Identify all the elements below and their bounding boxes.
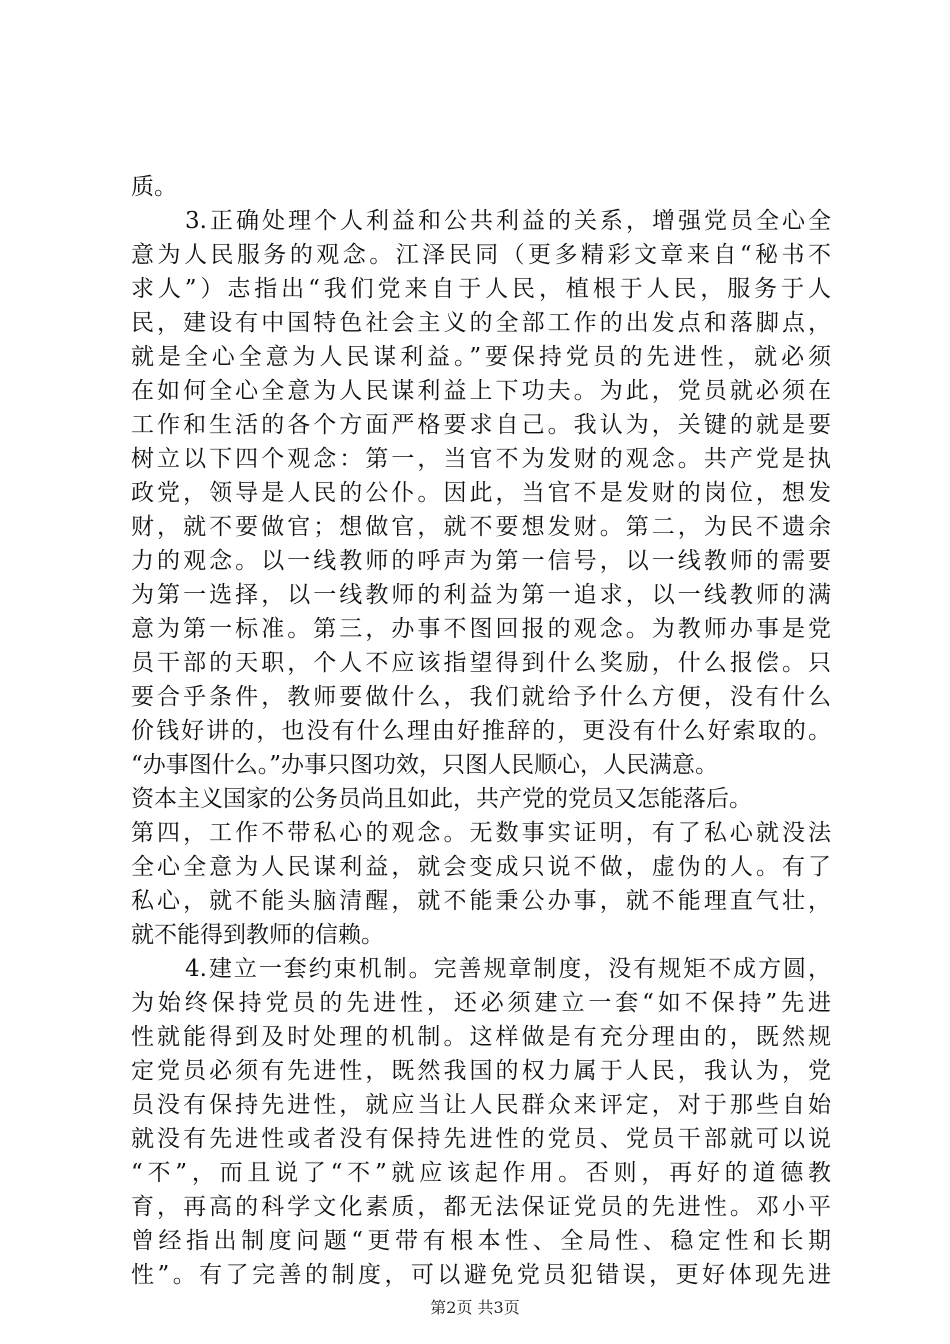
text-line: 价钱好讲的，也没有什么理由好推辞的，更没有什么好索取的。 [131,718,831,744]
text-line: 3.正确处理个人利益和公共利益的关系，增强党员全心全 [185,208,831,234]
text-line: 财，就不要做官；想做官，就不要想发财。第二，为民不遗余 [131,514,831,540]
text-line: 4.建立一套约束机制。完善规章制度，没有规矩不成方圆， [185,956,831,982]
text-line: 就没有先进性或者没有保持先进性的党员、党员干部就可以说 [131,1126,831,1152]
text-line: 就是全心全意为人民谋利益。”要保持党员的先进性，就必须 [131,344,831,370]
text-line: “办事图什么。”办事只图功效，只图人民顺心，人民满意。 [131,752,719,778]
text-line: 工作和生活的各个方面严格要求自己。我认为，关键的就是要 [131,412,831,438]
text-line: 民，建设有中国特色社会主义的全部工作的出发点和落脚点， [131,310,831,336]
text-line: 意为人民服务的观念。江泽民同（更多精彩文章来自“秘书不 [131,242,831,268]
text-line: 为始终保持党员的先进性，还必须建立一套“如不保持”先进 [131,990,831,1016]
page-footer: 第2页 共3页 [430,1298,520,1317]
text-line: 性就能得到及时处理的机制。这样做是有充分理由的，既然规 [131,1024,831,1050]
text-line: 要合乎条件，教师要做什么，我们就给予什么方便，没有什么 [131,684,831,710]
text-line: 在如何全心全意为人民谋利益上下功夫。为此，党员就必须在 [131,378,831,404]
text-line: 质。 [131,174,177,200]
text-line: 资本主义国家的公务员尚且如此，共产党的党员又怎能落后。 [131,786,752,812]
text-line: 育，再高的科学文化素质，都无法保证党员的先进性。邓小平 [131,1194,831,1220]
text-line: 员干部的天职，个人不应该指望得到什么奖励，什么报偿。只 [131,650,831,676]
text-line: 曾经指出制度问题“更带有根本性、全局性、稳定性和长期 [131,1228,831,1254]
text-line: 力的观念。以一线教师的呼声为第一信号，以一线教师的需要 [131,548,831,574]
text-line: 员没有保持先进性，就应当让人民群众来评定，对于那些自始 [131,1092,831,1118]
text-line: 第四，工作不带私心的观念。无数事实证明，有了私心就没法 [131,820,831,846]
text-line: 就不能得到教师的信赖。 [131,922,384,948]
text-line: 定党员必须有先进性，既然我国的权力属于人民，我认为，党 [131,1058,831,1084]
text-line: 为第一选择，以一线教师的利益为第一追求，以一线教师的满 [131,582,831,608]
text-line: “不”，而且说了“不”就应该起作用。否则，再好的道德教 [131,1160,831,1186]
text-line: 政党，领导是人民的公仆。因此，当官不是发财的岗位，想发 [131,480,831,506]
text-line: 意为第一标准。第三，办事不图回报的观念。为教师办事是党 [131,616,831,642]
text-line: 树立以下四个观念：第一，当官不为发财的观念。共产党是执 [131,446,831,472]
text-line: 全心全意为人民谋利益，就会变成只说不做，虚伪的人。有了 [131,854,831,880]
body-text [131,170,831,1292]
text-line: 私心，就不能头脑清醒，就不能秉公办事，就不能理直气壮， [131,888,831,914]
text-line: 求人”）志指出“我们党来自于人民，植根于人民，服务于人 [131,276,831,302]
text-line: 性”。有了完善的制度，可以避免党员犯错误，更好体现先进 [131,1262,831,1288]
